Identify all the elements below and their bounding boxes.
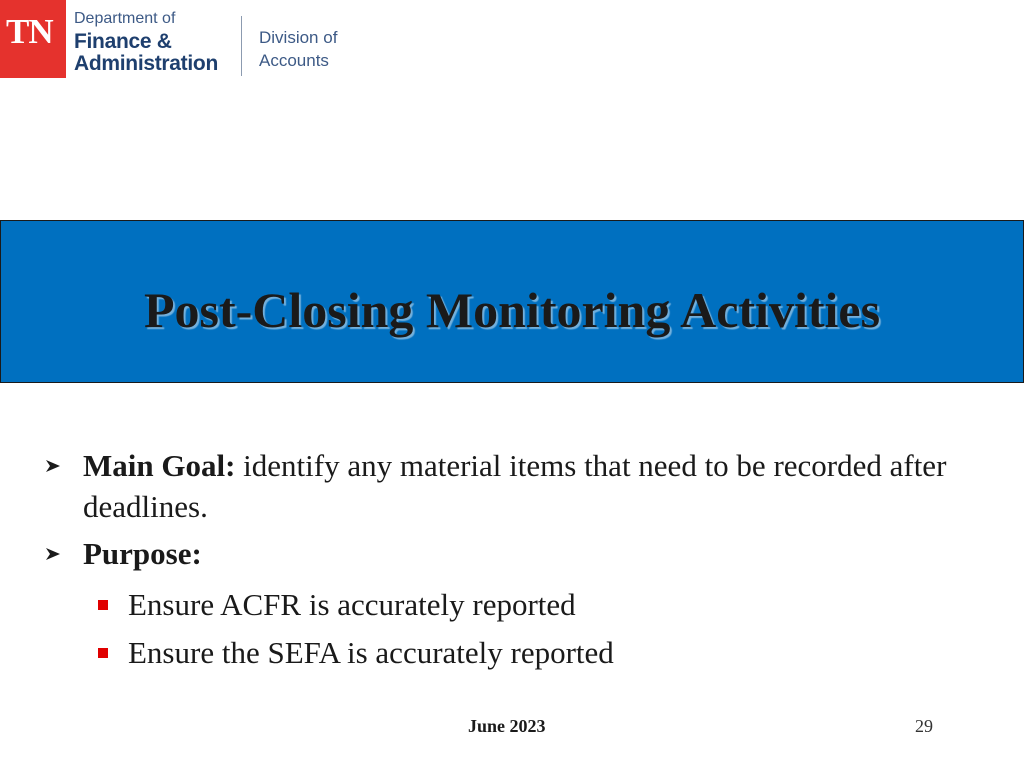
- sub-bullet-acfr-text: Ensure ACFR is accurately reported: [128, 587, 576, 622]
- department-line-2: Finance &: [74, 30, 172, 53]
- division-line-2: Accounts: [259, 51, 329, 70]
- sub-bullet-sefa-text: Ensure the SEFA is accurately reported: [128, 635, 614, 670]
- sub-bullet-acfr: [96, 584, 976, 625]
- department-name: [74, 11, 218, 74]
- square-bullet-icon: [98, 600, 108, 610]
- bullet-main-goal: [44, 445, 984, 527]
- tn-state-abbr: TN: [6, 12, 53, 51]
- department-line-3: Administration: [74, 52, 218, 75]
- arrow-bullet-icon: [44, 445, 66, 486]
- department-line-1: Department of: [74, 10, 176, 27]
- arrow-bullet-icon: [44, 533, 66, 574]
- logo-divider: [241, 16, 242, 76]
- footer-date: June 2023: [468, 716, 546, 736]
- purpose-sub-list: [96, 584, 976, 680]
- bullet-main-goal-text: identify any material items that need to be recorded after deadlines.: [83, 448, 947, 524]
- sub-bullet-sefa: [96, 632, 976, 673]
- bullet-purpose: [44, 533, 984, 574]
- slide-title: Post-Closing Monitoring Activities: [143, 282, 881, 338]
- page-number: 29: [915, 716, 933, 736]
- square-bullet-icon: [98, 648, 108, 658]
- bullet-list: [44, 445, 984, 580]
- tn-finance-administration-logo: [0, 0, 360, 80]
- division-line-1: Division of: [259, 28, 338, 47]
- division-name: [259, 26, 337, 72]
- tn-state-badge: [0, 0, 66, 78]
- bullet-purpose-label: Purpose:: [83, 536, 202, 571]
- bullet-main-goal-label: Main Goal:: [83, 448, 236, 483]
- title-banner: [0, 220, 1024, 383]
